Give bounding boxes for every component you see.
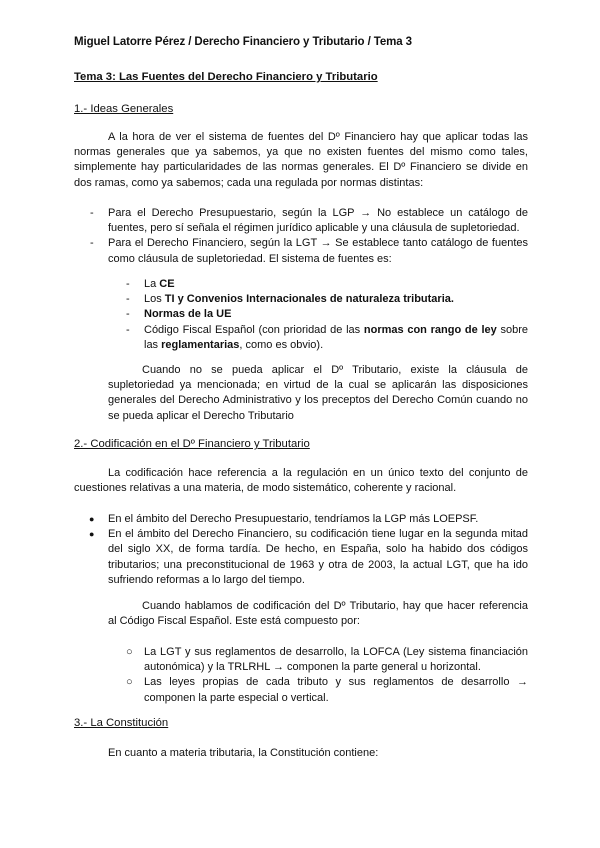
list-item <box>126 645 528 675</box>
list-item <box>90 236 528 266</box>
list-item-text: Para el Derecho Financiero, según la LGT → Se establece tanto catálogo de fuentes como cláusula de supletoriedad. El sistema de fuentes es: <box>108 237 528 265</box>
list-item-text: Para el Derecho Presupuestario, según la LGP → No establece un catálogo de fuentes, pero sí señala el régimen jurídico aplicable y una cláusula de supletoriedad. <box>108 207 528 235</box>
text: sobre las <box>144 323 529 351</box>
section-2-heading: 2.- Codificación en el Dº Financiero y Tributario <box>74 438 310 450</box>
text-bold: CE <box>159 278 175 290</box>
bullet-marker: ● <box>89 514 95 524</box>
text-bold: Normas de la UE <box>144 308 232 321</box>
list-item <box>126 277 528 292</box>
section-3-intro: En cuanto a materia tributaria, la Constitución contiene: <box>108 747 379 759</box>
dash-marker: - <box>126 308 130 321</box>
circle-marker: ○ <box>126 646 133 658</box>
list-item <box>90 206 528 236</box>
list-item-text: En el ámbito del Derecho Presupuestario, tendríamos la LGP más LOEPSF. <box>108 513 479 525</box>
list-item <box>126 675 528 705</box>
text: Código Fiscal Español (con prioridad de las <box>144 323 364 336</box>
text: Los <box>144 293 165 306</box>
section-3-heading: 3.- La Constitución <box>74 717 169 729</box>
list-item <box>89 527 528 588</box>
text-bold: reglamentarias <box>161 338 240 351</box>
section-1-intro: A la hora de ver el sistema de fuentes del Dº Financiero hay que aplicar todas las normas generales que ya sabemos, ya que no existen fuentes del mismo como tales, simplemente hay particularidades de las normas generales. El Dº Financiero se divide en dos ramas, como ya sabemos; cada una regulada por normas distintas: <box>74 131 528 189</box>
section-2-intro: La codificación hace referencia a la regulación en un único texto del conjunto de cuestiones relativas a una materia, de modo sistemático, coherente y racional. <box>74 467 528 495</box>
text-bold: normas con rango de ley <box>363 323 497 336</box>
dash-marker: - <box>126 323 130 336</box>
list-item <box>89 512 528 527</box>
section-1-closing: Cuando no se pueda aplicar el Dº Tributario, existe la cláusula de supletoriedad ya mencionada; en virtud de la cual se aplicarán las disposiciones generales del Derecho Administrativo y los preceptos del Derecho Común cuando no se pueda aplicar el Derecho Tributario <box>108 364 528 422</box>
section-1-heading: 1.- Ideas Generales <box>74 103 174 115</box>
list-item-text: Las leyes propias de cada tributo y sus reglamentos de desarrollo → componen la parte especial o vertical. <box>144 676 528 704</box>
section-1-dash-list <box>90 206 528 267</box>
circle-marker: ○ <box>126 676 133 689</box>
section-2-bullet-list <box>89 512 528 588</box>
text-bold: TI y Convenios Internacionales de naturaleza tributaria. <box>164 293 454 306</box>
bullet-marker: ● <box>89 529 95 540</box>
page-header: Miguel Latorre Pérez / Derecho Financiero y Tributario / Tema 3 <box>74 36 412 48</box>
dash-marker: - <box>126 278 130 290</box>
list-item-text: En el ámbito del Derecho Financiero, su codificación tiene lugar en la segunda mitad del siglo XX, de forma tardía. De hecho, en España, solo ha habido dos códigos tributarios; una preconstitucional de 1963 y otra de 2003, la actual LGT, que ha ido sufriendo reformas a lo largo del tiempo. <box>108 528 528 586</box>
dash-marker: - <box>126 293 130 306</box>
list-item <box>126 323 529 353</box>
code-components-list <box>126 645 528 706</box>
sources-list <box>126 277 529 353</box>
list-item <box>126 307 528 322</box>
section-2-paragraph: Cuando hablamos de codificación del Dº Tributario, hay que hacer referencia al Código Fiscal Español. Este está compuesto por: <box>108 600 528 628</box>
text: La <box>144 278 160 290</box>
list-item <box>126 292 528 307</box>
dash-marker: - <box>90 237 94 250</box>
dash-marker: - <box>90 207 94 219</box>
document-title: Tema 3: Las Fuentes del Derecho Financiero y Tributario <box>74 71 378 83</box>
list-item-text: La LGT y sus reglamentos de desarrollo, la LOFCA (Ley sistema financiación autonómica) y la TRLRHL → componen la parte general u horizontal. <box>144 646 528 674</box>
text: , como es obvio). <box>239 338 324 351</box>
